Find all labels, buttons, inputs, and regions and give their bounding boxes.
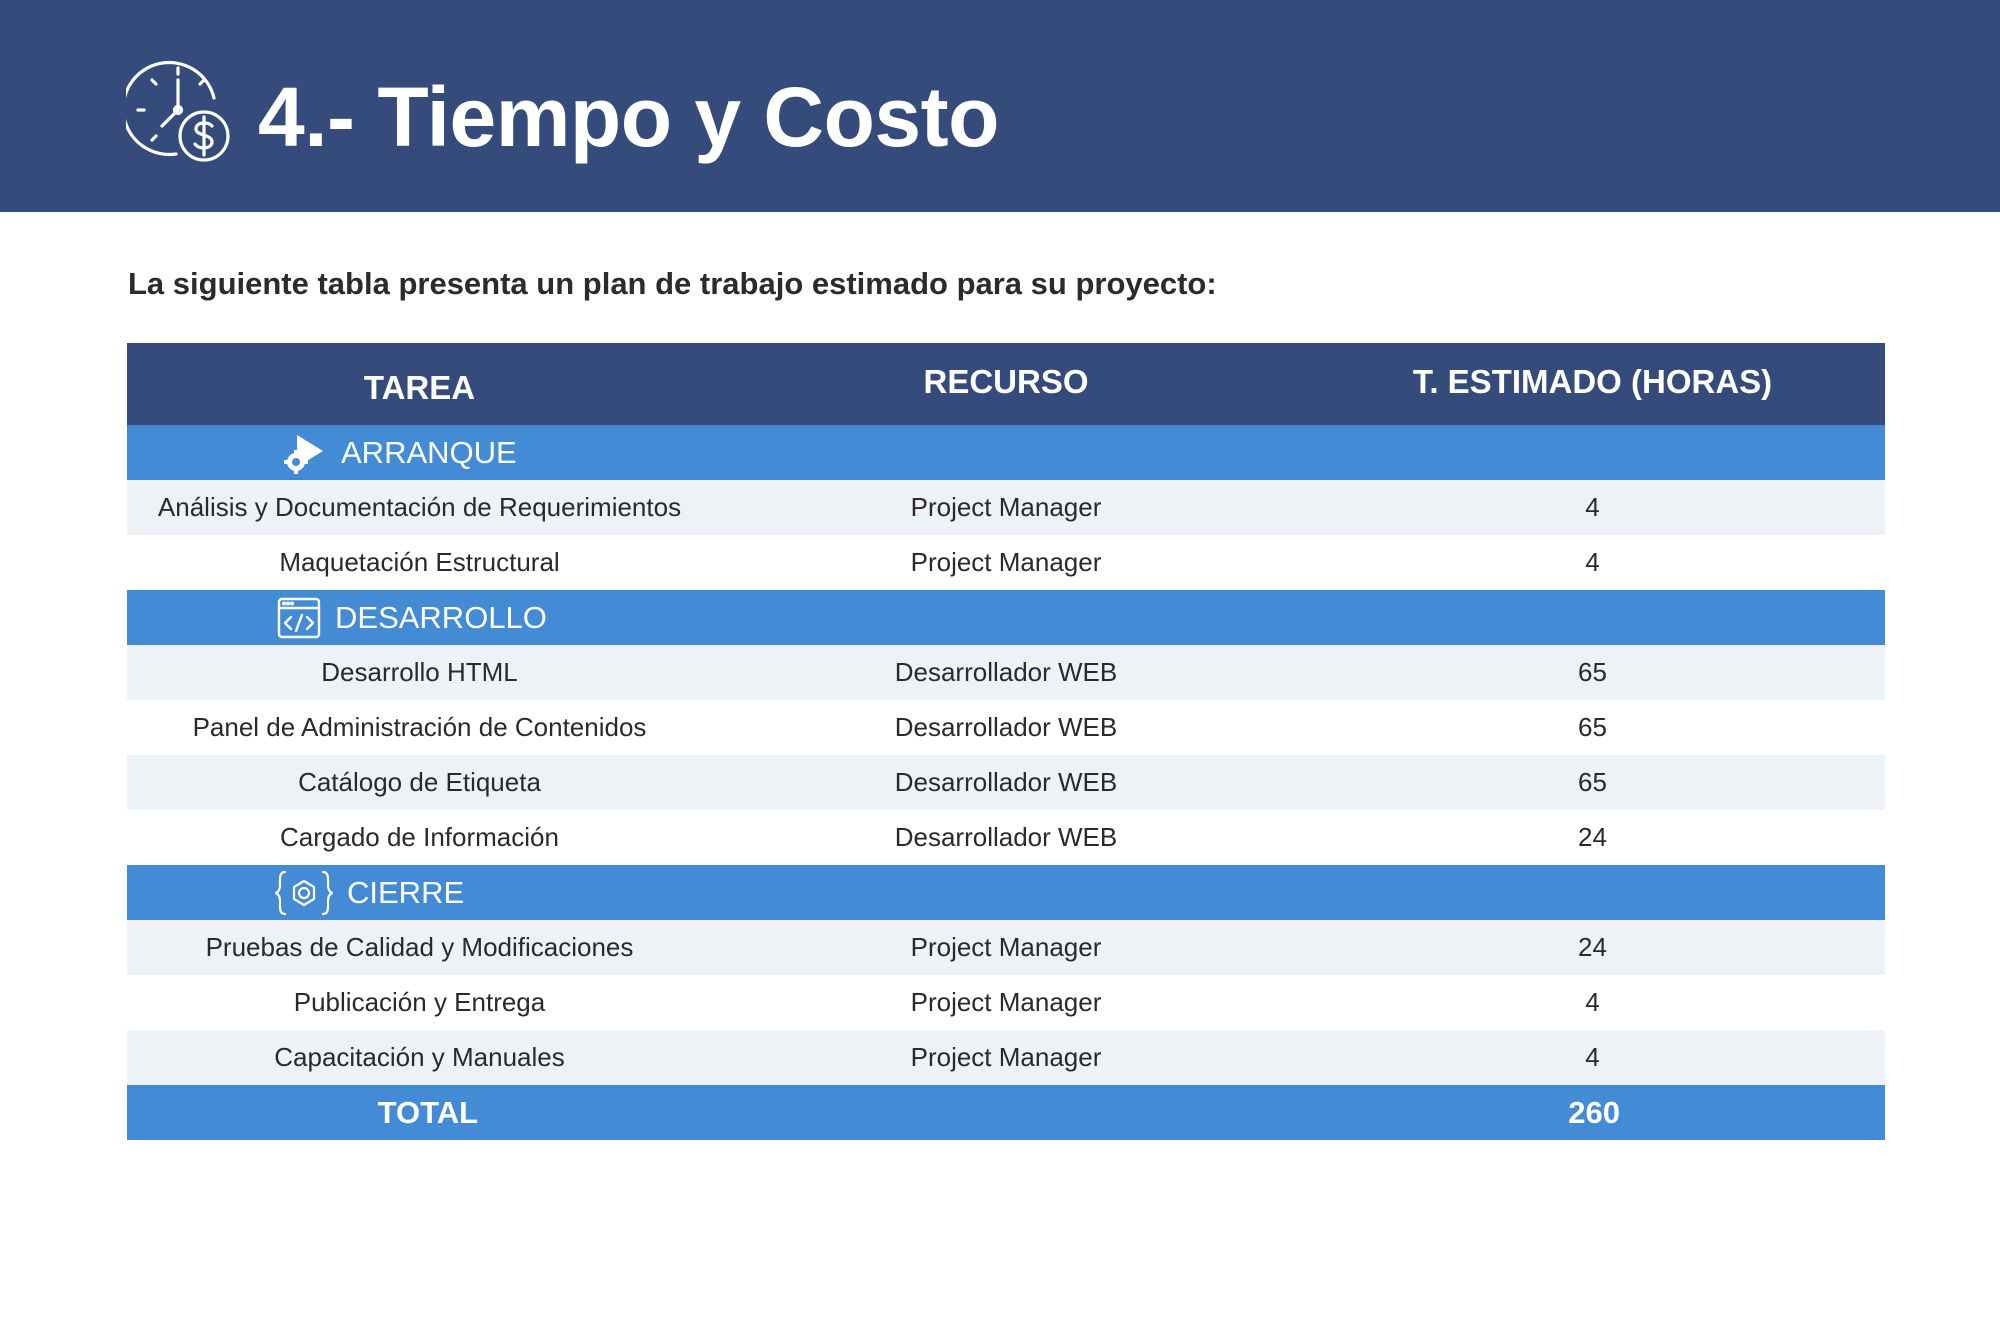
braces-hexagon-icon <box>275 869 333 917</box>
cell-horas: 4 <box>1585 492 1600 522</box>
table-row <box>127 535 1885 590</box>
play-gear-icon <box>283 431 327 475</box>
table-row <box>127 480 1885 535</box>
section-row-arranque <box>127 425 1885 480</box>
page-header <box>0 0 2000 212</box>
cell-tarea: Cargado de Información <box>280 822 559 852</box>
column-header-tarea: TAREA <box>363 369 476 406</box>
column-header-recurso: RECURSO <box>923 363 1089 400</box>
cell-horas: 4 <box>1585 547 1600 577</box>
cell-recurso: Project Manager <box>910 547 1102 577</box>
cell-tarea: Análisis y Documentación de Requerimientos <box>157 492 682 522</box>
total-value: 260 <box>1568 1094 1621 1130</box>
cell-horas: 4 <box>1585 1042 1600 1072</box>
intro-text: La siguiente tabla presenta un plan de trabajo estimado para su proyecto: <box>128 266 1217 301</box>
cell-recurso: Project Manager <box>910 932 1102 962</box>
table-row <box>127 920 1885 975</box>
cell-tarea: Panel de Administración de Contenidos <box>192 712 647 742</box>
column-header-tiempo: T. ESTIMADO (HORAS) <box>1412 363 1773 400</box>
cell-recurso: Desarrollador WEB <box>894 767 1118 797</box>
code-window-icon <box>277 596 321 640</box>
cell-tarea: Maquetación Estructural <box>279 547 560 577</box>
section-row-cierre <box>127 865 1885 920</box>
table-row <box>127 975 1885 1030</box>
cell-tarea: Pruebas de Calidad y Modificaciones <box>205 932 634 962</box>
page-title: 4.- Tiempo y Costo <box>258 70 999 164</box>
cell-tarea: Capacitación y Manuales <box>274 1042 565 1072</box>
cell-horas: 24 <box>1578 932 1607 962</box>
table-row <box>127 645 1885 700</box>
table-row <box>127 700 1885 755</box>
cell-recurso: Project Manager <box>910 492 1102 522</box>
table-row <box>127 810 1885 865</box>
section-label-desarrollo: DESARROLLO <box>335 600 547 635</box>
cell-horas: 4 <box>1585 987 1600 1017</box>
cell-tarea: Publicación y Entrega <box>293 987 546 1017</box>
section-label-cierre: CIERRE <box>347 875 465 910</box>
clock-dollar-icon <box>126 54 238 166</box>
table-header-row <box>127 343 1885 425</box>
total-label: TOTAL <box>377 1094 479 1130</box>
cell-tarea: Desarrollo HTML <box>321 657 518 687</box>
work-plan-table <box>127 343 1885 1140</box>
section-label-arranque: ARRANQUE <box>341 435 517 470</box>
cell-horas: 24 <box>1578 822 1607 852</box>
cell-tarea: Catálogo de Etiqueta <box>298 767 541 797</box>
cell-recurso: Desarrollador WEB <box>894 657 1118 687</box>
total-row <box>127 1085 1885 1140</box>
cell-horas: 65 <box>1578 767 1607 797</box>
cell-recurso: Desarrollador WEB <box>894 822 1118 852</box>
cell-recurso: Desarrollador WEB <box>894 712 1118 742</box>
cell-horas: 65 <box>1578 657 1607 687</box>
cell-recurso: Project Manager <box>910 1042 1102 1072</box>
table-row <box>127 1030 1885 1085</box>
section-row-desarrollo <box>127 590 1885 645</box>
table-row <box>127 755 1885 810</box>
cell-horas: 65 <box>1578 712 1607 742</box>
cell-recurso: Project Manager <box>910 987 1102 1017</box>
